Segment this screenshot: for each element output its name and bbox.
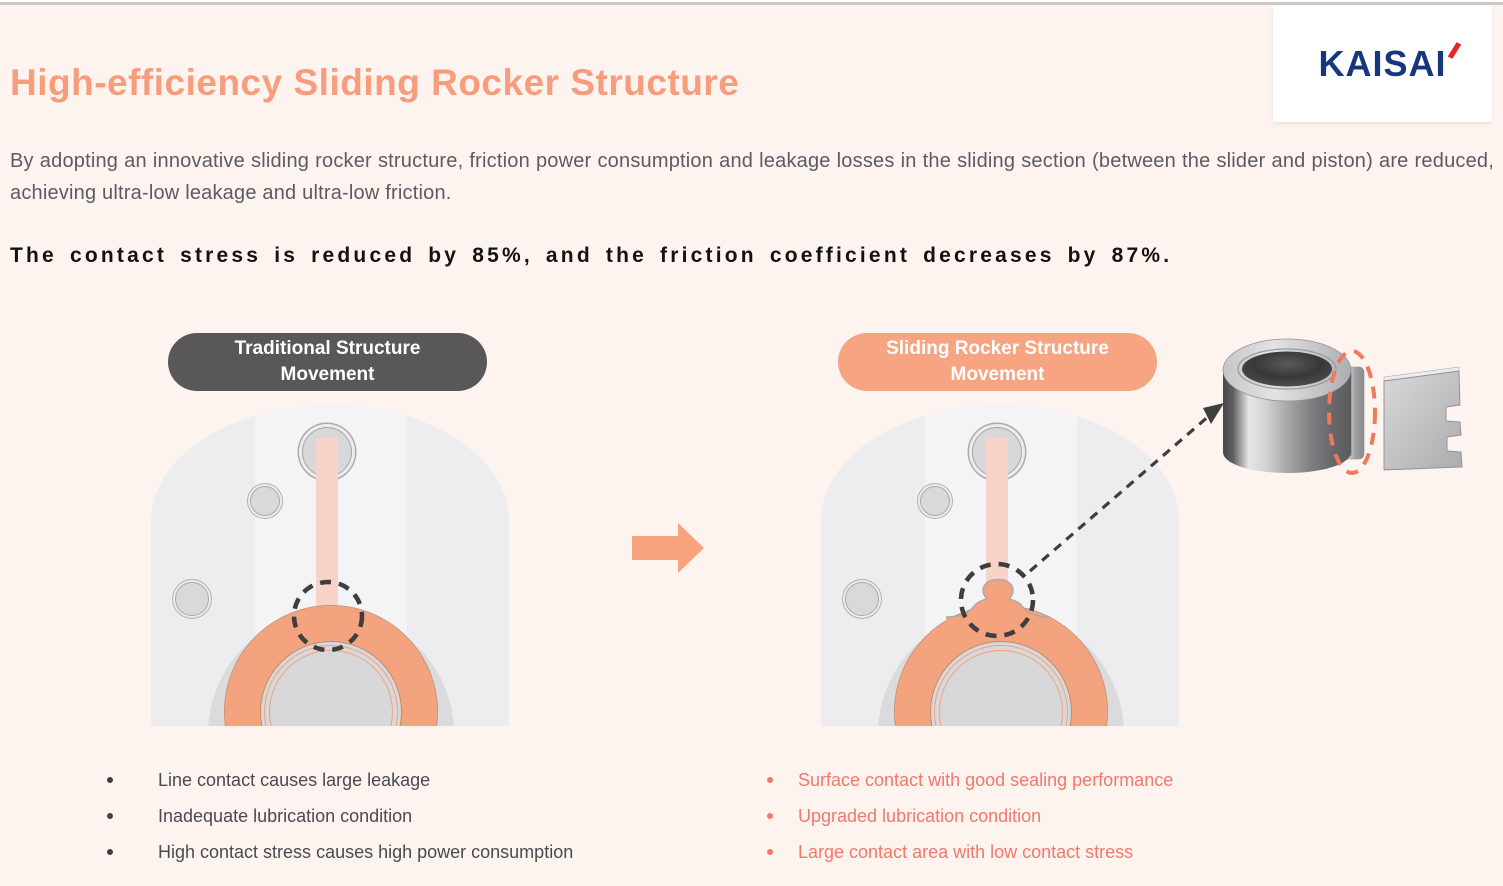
page-title: High-efficiency Sliding Rocker Structure [10,62,740,103]
sliding-rocker-diagram [821,405,1179,726]
piston-cylinder-render [1223,339,1375,473]
bullet-text: Surface contact with good sealing performance [798,770,1174,790]
list-item [765,804,1173,828]
top-rule [0,2,1503,5]
bullet-text: Inadequate lubrication condition [158,806,413,826]
traditional-label-line2: Movement [280,364,375,385]
bullet-text: Upgraded lubrication condition [798,806,1042,826]
bolt-hole [845,582,879,616]
bolt-hole [920,486,950,516]
piston-rod [986,438,1008,594]
contact-surface-dashed-ellipse [1329,351,1375,473]
logo-accent-mark-icon [1448,41,1462,59]
sliding-rocker-label [838,333,1157,391]
list-item [765,840,1173,864]
sliding-label-line1: Sliding Rocker Structure [886,338,1109,359]
list-item [105,804,573,828]
intro-paragraph: By adopting an innovative sliding rocker structure, friction power consumption and leakage losses in the sliding section (between the slider and piston) are reduced, achieving ultra-low leakage and ultra-low friction. [10,150,1494,204]
slider-plate-render [1384,367,1462,470]
brand-logo-text: KAISAI [1318,43,1447,84]
list-item [105,840,573,864]
bullet-text: High contact stress causes high power consumption [158,842,574,862]
highlight-statement: The contact stress is reduced by 85%, and the friction coefficient decreases by 87%. [10,244,1173,267]
traditional-structure-diagram [151,405,509,726]
traditional-bullet-list [105,768,573,876]
traditional-label-line1: Traditional Structure [234,338,421,359]
list-item [105,768,573,792]
piston-rod [316,438,338,614]
traditional-structure-label [168,333,487,391]
bullet-text: Line contact causes large leakage [158,770,431,790]
sliding-bullet-list [765,768,1173,876]
sliding-label-line2: Movement [950,364,1045,385]
list-item [765,768,1173,792]
brand-logo [1273,6,1492,122]
bullet-text: Large contact area with low contact stress [798,842,1134,862]
bolt-hole [250,486,280,516]
bolt-hole [175,582,209,616]
arrow-right-icon [632,523,704,573]
